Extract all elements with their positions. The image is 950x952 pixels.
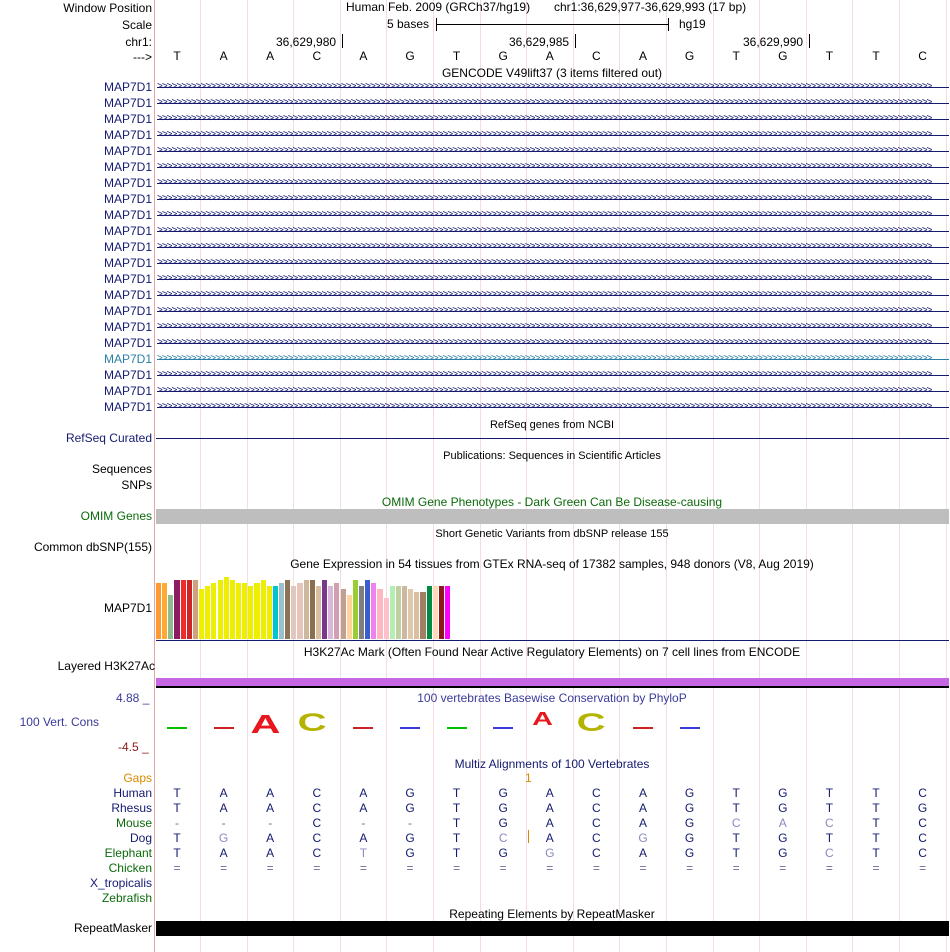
gtex-tissue-bar[interactable] [254,583,259,639]
gencode-strand-arrows: >>>>>>>>>>>>>>>>>>>>>>>>>>>>>>>>>>>>>>>>>>>>>>>>>>>>>>>>>>>>>>>>>>>>>>>>>>>>>>>>>>>>>>>>>>>>>>>>>>>>>>>>>>>>>>>>>>>>>>>>>>>>>>>>>>>>>>>>>>>>>>>>>>>>>>>>>>>>>>>> [157,81,932,92]
gtex-tissue-bar[interactable] [187,580,192,639]
base-guide-line [526,0,527,952]
gtex-tissue-bar[interactable] [365,580,370,639]
aligned-base: A [638,816,647,830]
reference-base: A [545,49,554,63]
gencode-strand-arrows: >>>>>>>>>>>>>>>>>>>>>>>>>>>>>>>>>>>>>>>>>>>>>>>>>>>>>>>>>>>>>>>>>>>>>>>>>>>>>>>>>>>>>>>>>>>>>>>>>>>>>>>>>>>>>>>>>>>>>>>>>>>>>>>>>>>>>>>>>>>>>>>>>>>>>>>>>>>>>>>> [157,257,932,268]
aligned-base: T [732,846,740,860]
gtex-tissue-bar[interactable] [162,583,167,639]
label-divider [154,0,155,952]
window-position[interactable]: chr1:36,629,977-36,629,993 (17 bp) [554,0,747,14]
gtex-tissue-bar[interactable] [310,580,315,639]
aligned-base: A [219,801,228,815]
gtex-tissue-bar[interactable] [359,586,364,639]
snps-label[interactable]: SNPs [121,478,152,492]
aligned-base: T [452,831,461,845]
aligned-base: - [175,816,179,830]
aligned-base: C [498,831,508,845]
aligned-base: C [918,831,927,845]
gencode-strand-arrows: >>>>>>>>>>>>>>>>>>>>>>>>>>>>>>>>>>>>>>>>>>>>>>>>>>>>>>>>>>>>>>>>>>>>>>>>>>>>>>>>>>>>>>>>>>>>>>>>>>>>>>>>>>>>>>>>>>>>>>>>>>>>>>>>>>>>>>>>>>>>>>>>>>>>>>>>>>>>>>>> [157,385,932,396]
aligned-base: T [732,831,740,845]
gtex-tissue-bar[interactable] [291,586,296,639]
gencode-transcript-label[interactable]: MAP7D1 [103,384,152,398]
aligned-base: = [686,861,694,875]
gtex-tissue-bar[interactable] [236,583,241,639]
conservation-tick [633,727,653,729]
conservation-max: 4.88 _ [116,691,150,705]
aligned-base: G [498,846,508,860]
tick-label: 36,629,990 [743,35,804,49]
species-label[interactable]: Mouse [115,816,152,830]
aligned-base: T [452,801,461,815]
aligned-base: - [408,816,412,830]
gencode-transcript-label[interactable]: MAP7D1 [103,240,152,254]
aligned-base: C [731,816,741,830]
gencode-strand-arrows: >>>>>>>>>>>>>>>>>>>>>>>>>>>>>>>>>>>>>>>>>>>>>>>>>>>>>>>>>>>>>>>>>>>>>>>>>>>>>>>>>>>>>>>>>>>>>>>>>>>>>>>>>>>>>>>>>>>>>>>>>>>>>>>>>>>>>>>>>>>>>>>>>>>>>>>>>>>>>>>> [157,97,932,108]
reference-base: C [918,49,927,63]
reference-base: T [872,49,880,63]
base-guide-line [713,0,714,952]
aligned-base: C [592,831,601,845]
reference-base: A [359,49,368,63]
tick-mark [809,34,810,48]
base-guide-line [386,0,387,952]
base-guide-line [480,0,481,952]
gtex-tissue-bar[interactable] [224,577,229,639]
chr-label: chr1: [125,35,152,49]
conservation-tick [680,727,700,729]
gencode-transcript-label[interactable]: MAP7D1 [103,352,152,366]
species-label[interactable]: Human [113,786,152,800]
aligned-base: A [545,786,554,800]
aligned-base: G [405,801,415,815]
aligned-base: T [872,786,880,800]
species-label[interactable]: X_tropicalis [89,876,152,890]
gtex-tissue-bar[interactable] [168,595,173,639]
aligned-base: A [359,786,368,800]
window-position-label: Window Position [63,1,152,15]
h3k27ac-signal[interactable] [156,678,949,686]
aligned-base: G [405,786,415,800]
aligned-base: = [919,861,927,875]
species-label[interactable]: Chicken [108,861,152,875]
aligned-base: = [592,861,600,875]
reference-base: G [498,49,508,63]
gtex-tissue-bar[interactable] [285,580,290,639]
aligned-base: G [778,786,788,800]
gtex-tissue-bar[interactable] [414,592,419,639]
aligned-base: = [359,861,367,875]
h3k27ac-track-title[interactable]: H3K27Ac Mark (Often Found Near Active Regulatory Elements) on 7 cell lines from ENCODE [303,645,801,659]
aligned-base: T [825,801,834,815]
aligned-base: = [639,861,647,875]
gencode-strand-arrows: >>>>>>>>>>>>>>>>>>>>>>>>>>>>>>>>>>>>>>>>>>>>>>>>>>>>>>>>>>>>>>>>>>>>>>>>>>>>>>>>>>>>>>>>>>>>>>>>>>>>>>>>>>>>>>>>>>>>>>>>>>>>>>>>>>>>>>>>>>>>>>>>>>>>>>>>>>>>>>>> [157,369,932,380]
aligned-base: G [778,846,788,860]
gencode-strand-arrows: >>>>>>>>>>>>>>>>>>>>>>>>>>>>>>>>>>>>>>>>>>>>>>>>>>>>>>>>>>>>>>>>>>>>>>>>>>>>>>>>>>>>>>>>>>>>>>>>>>>>>>>>>>>>>>>>>>>>>>>>>>>>>>>>>>>>>>>>>>>>>>>>>>>>>>>>>>>>>>>> [157,353,932,364]
aligned-base: A [266,846,275,860]
gtex-tissue-bar[interactable] [304,580,309,639]
conservation-letter: C [576,709,606,737]
gencode-transcript-label[interactable]: MAP7D1 [103,160,152,174]
gencode-track-title[interactable]: GENCODE V49lift37 (3 items filtered out) [441,66,663,80]
gtex-tissue-bar[interactable] [377,589,382,639]
base-guide-line [293,0,294,952]
aligned-base: C [312,831,322,845]
aligned-base: G [684,786,695,800]
tick-label: 36,629,980 [276,35,337,49]
conservation-min: -4.5 _ [118,740,149,754]
scale-bar [436,24,669,25]
aligned-base: G [545,846,555,860]
aligned-base: = [266,861,274,875]
aligned-base: A [545,801,554,815]
multiz-track-title[interactable]: Multiz Alignments of 100 Vertebrates [454,757,650,771]
aligned-base: A [638,786,647,800]
gtex-tissue-bar[interactable] [211,583,216,639]
conservation-tick [400,727,420,729]
aligned-base: T [872,846,880,860]
aligned-base: T [872,816,880,830]
aligned-base: C [825,846,834,860]
tick-mark [342,34,343,48]
gap-count: 1 [525,771,532,785]
aligned-base: T [872,831,880,845]
reference-base: C [592,49,601,63]
conservation-tick [167,727,187,729]
gencode-transcript-label[interactable]: MAP7D1 [103,192,152,206]
repeatmasker-track-title[interactable]: Repeating Elements by RepeatMasker [449,907,655,921]
gencode-strand-arrows: >>>>>>>>>>>>>>>>>>>>>>>>>>>>>>>>>>>>>>>>>>>>>>>>>>>>>>>>>>>>>>>>>>>>>>>>>>>>>>>>>>>>>>>>>>>>>>>>>>>>>>>>>>>>>>>>>>>>>>>>>>>>>>>>>>>>>>>>>>>>>>>>>>>>>>>>>>>>>>>> [157,209,932,220]
gtex-tissue-bar[interactable] [334,583,339,639]
gencode-strand-arrows: >>>>>>>>>>>>>>>>>>>>>>>>>>>>>>>>>>>>>>>>>>>>>>>>>>>>>>>>>>>>>>>>>>>>>>>>>>>>>>>>>>>>>>>>>>>>>>>>>>>>>>>>>>>>>>>>>>>>>>>>>>>>>>>>>>>>>>>>>>>>>>>>>>>>>>>>>>>>>>>> [157,193,932,204]
aligned-base: G [638,831,648,845]
gtex-tissue-bar[interactable] [402,586,407,639]
tick-label: 36,629,985 [509,35,570,49]
base-guide-line [666,0,667,952]
species-label[interactable]: Rhesus [111,801,152,815]
base-guide-line [946,0,947,952]
gtex-track-title[interactable]: Gene Expression in 54 tissues from GTEx RNA-seq of 17382 samples, 948 donors (V8, Aug 2019) [290,557,814,571]
aligned-base: A [359,801,368,815]
scale-bar-right-tick [668,18,669,31]
conservation-tick [447,727,467,729]
aligned-base: T [872,801,880,815]
gencode-transcript-label[interactable]: MAP7D1 [103,80,152,94]
aligned-base: G [684,846,695,860]
aligned-base: A [638,846,647,860]
reference-base: T [825,49,834,63]
aligned-base: = [406,861,414,875]
aligned-base: T [452,816,461,830]
publications-track-title[interactable]: Publications: Sequences in Scientific Articles [443,450,661,462]
aligned-base: = [220,861,228,875]
gencode-strand-arrows: >>>>>>>>>>>>>>>>>>>>>>>>>>>>>>>>>>>>>>>>>>>>>>>>>>>>>>>>>>>>>>>>>>>>>>>>>>>>>>>>>>>>>>>>>>>>>>>>>>>>>>>>>>>>>>>>>>>>>>>>>>>>>>>>>>>>>>>>>>>>>>>>>>>>>>>>>>>>>>>> [157,225,932,236]
gencode-transcript-label[interactable]: MAP7D1 [103,224,152,238]
aligned-base: T [173,801,181,815]
gencode-transcript-label[interactable]: MAP7D1 [103,256,152,270]
gtex-tissue-bar[interactable] [267,586,272,639]
repeatmasker-bar[interactable] [156,921,949,936]
gencode-strand-arrows: >>>>>>>>>>>>>>>>>>>>>>>>>>>>>>>>>>>>>>>>>>>>>>>>>>>>>>>>>>>>>>>>>>>>>>>>>>>>>>>>>>>>>>>>>>>>>>>>>>>>>>>>>>>>>>>>>>>>>>>>>>>>>>>>>>>>>>>>>>>>>>>>>>>>>>>>>>>>>>>> [157,289,932,300]
conservation-tick [493,727,513,729]
gencode-transcript-label[interactable]: MAP7D1 [103,112,152,126]
gencode-strand-arrows: >>>>>>>>>>>>>>>>>>>>>>>>>>>>>>>>>>>>>>>>>>>>>>>>>>>>>>>>>>>>>>>>>>>>>>>>>>>>>>>>>>>>>>>>>>>>>>>>>>>>>>>>>>>>>>>>>>>>>>>>>>>>>>>>>>>>>>>>>>>>>>>>>>>>>>>>>>>>>>>> [157,161,932,172]
aligned-base: A [545,816,554,830]
gencode-transcript-label[interactable]: MAP7D1 [103,320,152,334]
aligned-base: A [359,831,368,845]
conservation-letter: C [297,709,327,737]
aligned-base: G [684,816,695,830]
gencode-strand-arrows: >>>>>>>>>>>>>>>>>>>>>>>>>>>>>>>>>>>>>>>>>>>>>>>>>>>>>>>>>>>>>>>>>>>>>>>>>>>>>>>>>>>>>>>>>>>>>>>>>>>>>>>>>>>>>>>>>>>>>>>>>>>>>>>>>>>>>>>>>>>>>>>>>>>>>>>>>>>>>>>> [157,273,932,284]
gtex-tissue-bar[interactable] [427,586,432,639]
aligned-base: G [917,801,928,815]
gencode-transcript-label[interactable]: MAP7D1 [103,176,152,190]
tick-mark [575,34,576,48]
aligned-base: C [312,846,322,860]
gtex-tissue-bar[interactable] [384,598,389,639]
gtex-tissue-bar[interactable] [445,586,450,639]
aligned-base: T [732,801,740,815]
gencode-strand-arrows: >>>>>>>>>>>>>>>>>>>>>>>>>>>>>>>>>>>>>>>>>>>>>>>>>>>>>>>>>>>>>>>>>>>>>>>>>>>>>>>>>>>>>>>>>>>>>>>>>>>>>>>>>>>>>>>>>>>>>>>>>>>>>>>>>>>>>>>>>>>>>>>>>>>>>>>>>>>>>>>> [157,177,932,188]
omim-track-title[interactable]: OMIM Gene Phenotypes - Dark Green Can Be Disease-causing [381,495,723,509]
species-label[interactable]: Elephant [104,846,152,860]
aligned-base: T [452,846,461,860]
gtex-tissue-bar[interactable] [297,583,302,639]
aligned-base: = [546,861,554,875]
reference-base: T [732,49,740,63]
aligned-base: A [638,801,647,815]
gencode-transcript-label[interactable]: MAP7D1 [103,368,152,382]
scale-db: hg19 [679,17,706,31]
species-label[interactable]: Zebrafish [101,891,152,905]
gencode-strand-arrows: >>>>>>>>>>>>>>>>>>>>>>>>>>>>>>>>>>>>>>>>>>>>>>>>>>>>>>>>>>>>>>>>>>>>>>>>>>>>>>>>>>>>>>>>>>>>>>>>>>>>>>>>>>>>>>>>>>>>>>>>>>>>>>>>>>>>>>>>>>>>>>>>>>>>>>>>>>>>>>>> [157,129,932,140]
gtex-tissue-bar[interactable] [273,586,278,639]
aligned-base: = [499,861,507,875]
scale-label: Scale [121,18,152,32]
aligned-base: A [219,846,228,860]
aligned-base: T [732,786,740,800]
gtex-tissue-bar[interactable] [341,589,346,639]
gtex-tissue-bar[interactable] [408,589,413,639]
aligned-base: G [498,816,508,830]
gtex-tissue-bar[interactable] [218,580,223,639]
aligned-base: T [825,831,834,845]
publications-label[interactable]: Sequences [91,462,152,476]
base-guide-line [852,0,853,952]
gencode-strand-arrows: >>>>>>>>>>>>>>>>>>>>>>>>>>>>>>>>>>>>>>>>>>>>>>>>>>>>>>>>>>>>>>>>>>>>>>>>>>>>>>>>>>>>>>>>>>>>>>>>>>>>>>>>>>>>>>>>>>>>>>>>>>>>>>>>>>>>>>>>>>>>>>>>>>>>>>>>>>>>>>>> [157,305,932,316]
conservation-letter: A [250,709,281,739]
gtex-tissue-bar[interactable] [193,580,198,639]
aligned-base: C [592,816,601,830]
reference-base: A [266,49,275,63]
reference-base: G [778,49,788,63]
aligned-base: = [872,861,880,875]
assembly-name: Human Feb. 2009 (GRCh37/hg19) [346,0,531,14]
base-guide-line [619,0,620,952]
aligned-base: - [221,816,226,830]
gtex-tissue-bar[interactable] [420,592,425,639]
aligned-base: G [498,786,508,800]
aligned-base: G [684,831,695,845]
gtex-tissue-bar[interactable] [181,580,186,639]
strand-arrow-label: ---> [133,50,152,64]
reference-base: C [312,49,322,63]
aligned-base: = [313,861,321,875]
aligned-base: = [173,861,181,875]
gtex-tissue-bar[interactable] [242,583,247,639]
conservation-track-title[interactable]: 100 vertebrates Basewise Conservation by PhyloP [417,691,687,705]
aligned-base: A [778,816,787,830]
aligned-base: A [545,831,554,845]
gencode-strand-arrows: >>>>>>>>>>>>>>>>>>>>>>>>>>>>>>>>>>>>>>>>>>>>>>>>>>>>>>>>>>>>>>>>>>>>>>>>>>>>>>>>>>>>>>>>>>>>>>>>>>>>>>>>>>>>>>>>>>>>>>>>>>>>>>>>>>>>>>>>>>>>>>>>>>>>>>>>>>>>>>>> [157,321,932,332]
reference-base: T [452,49,461,63]
reference-base: G [405,49,415,63]
base-guide-line [759,0,760,952]
aligned-base: C [918,816,927,830]
aligned-base: C [918,846,927,860]
h3k27ac-baseline [156,686,949,688]
aligned-base: C [592,786,601,800]
base-guide-line [433,0,434,952]
aligned-base: A [266,831,275,845]
gtex-tissue-bar[interactable] [174,580,179,639]
gtex-tissue-bar[interactable] [156,583,161,639]
conservation-tick [214,727,234,729]
aligned-base: C [918,786,927,800]
gtex-tissue-bar[interactable] [396,586,401,639]
aligned-base: G [684,801,695,815]
scale-bar-left-tick [436,18,437,31]
gencode-strand-arrows: >>>>>>>>>>>>>>>>>>>>>>>>>>>>>>>>>>>>>>>>>>>>>>>>>>>>>>>>>>>>>>>>>>>>>>>>>>>>>>>>>>>>>>>>>>>>>>>>>>>>>>>>>>>>>>>>>>>>>>>>>>>>>>>>>>>>>>>>>>>>>>>>>>>>>>>>>>>>>>>> [157,145,932,156]
gtex-tissue-bar[interactable] [205,586,210,639]
refseq-track-title[interactable]: RefSeq genes from NCBI [489,419,615,431]
dbsnp-label[interactable]: Common dbSNP(155) [33,540,152,554]
gtex-tissue-bar[interactable] [199,589,204,639]
gencode-transcript-label[interactable]: MAP7D1 [103,272,152,286]
gtex-tissue-bar[interactable] [353,580,358,639]
species-label[interactable]: Dog [129,831,152,845]
gencode-transcript-label[interactable]: MAP7D1 [103,400,152,414]
aligned-base: T [173,846,181,860]
gtex-tissue-bar[interactable] [230,580,235,639]
gencode-transcript-label[interactable]: MAP7D1 [103,288,152,302]
omim-label[interactable]: OMIM Genes [80,509,152,523]
aligned-base: C [592,801,601,815]
gtex-tissue-bar[interactable] [279,583,284,639]
aligned-base: C [312,816,322,830]
gencode-strand-arrows: >>>>>>>>>>>>>>>>>>>>>>>>>>>>>>>>>>>>>>>>>>>>>>>>>>>>>>>>>>>>>>>>>>>>>>>>>>>>>>>>>>>>>>>>>>>>>>>>>>>>>>>>>>>>>>>>>>>>>>>>>>>>>>>>>>>>>>>>>>>>>>>>>>>>>>>>>>>>>>>> [157,337,932,348]
gencode-strand-arrows: >>>>>>>>>>>>>>>>>>>>>>>>>>>>>>>>>>>>>>>>>>>>>>>>>>>>>>>>>>>>>>>>>>>>>>>>>>>>>>>>>>>>>>>>>>>>>>>>>>>>>>>>>>>>>>>>>>>>>>>>>>>>>>>>>>>>>>>>>>>>>>>>>>>>>>>>>>>>>>>> [157,113,932,124]
gtex-tissue-bar[interactable] [433,586,438,639]
gtex-tissue-bar[interactable] [328,586,333,639]
aligned-base: C [312,801,322,815]
gtex-tissue-bar[interactable] [347,595,352,639]
conservation-tick [353,727,373,729]
gencode-transcript-label[interactable]: MAP7D1 [103,144,152,158]
aligned-base: G [778,801,788,815]
gtex-tissue-bar[interactable] [371,583,376,639]
base-guide-line [899,0,900,952]
aligned-base: G [405,846,415,860]
aligned-base: - [361,816,366,830]
aligned-base: A [266,786,275,800]
refseq-gene-line[interactable] [156,438,949,439]
scale-text: 5 bases [387,17,430,31]
dbsnp-track-title[interactable]: Short Genetic Variants from dbSNP release 155 [435,528,669,540]
base-guide-line [247,0,248,952]
aligned-base: G [405,831,415,845]
gencode-transcript-label[interactable]: MAP7D1 [103,208,152,222]
base-guide-line [806,0,807,952]
aligned-base: T [452,786,461,800]
reference-base: G [684,49,695,63]
aligned-base: G [498,801,508,815]
reference-base: A [638,49,647,63]
gtex-tissue-bar[interactable] [390,586,395,639]
gtex-tissue-bar[interactable] [322,580,327,639]
conservation-letter: A [531,709,553,729]
gaps-label[interactable]: Gaps [123,771,152,785]
aligned-base: T [173,831,181,845]
reference-base: A [219,49,228,63]
aligned-base: C [312,786,322,800]
h3k27ac-label[interactable]: Layered H3K27Ac [57,659,155,673]
gencode-strand-arrows: >>>>>>>>>>>>>>>>>>>>>>>>>>>>>>>>>>>>>>>>>>>>>>>>>>>>>>>>>>>>>>>>>>>>>>>>>>>>>>>>>>>>>>>>>>>>>>>>>>>>>>>>>>>>>>>>>>>>>>>>>>>>>>>>>>>>>>>>>>>>>>>>>>>>>>>>>>>>>>>> [157,401,932,412]
aligned-base: G [778,831,788,845]
gtex-tissue-bar[interactable] [316,586,321,639]
refseq-label[interactable]: RefSeq Curated [65,431,152,445]
aligned-base: T [173,786,181,800]
aligned-base: T [359,846,368,860]
aligned-base: = [779,861,787,875]
aligned-base: A [219,786,228,800]
conservation-label[interactable]: 100 Vert. Cons [19,715,99,729]
gencode-transcript-label[interactable]: MAP7D1 [103,96,152,110]
base-guide-line [200,0,201,952]
aligned-base: C [592,846,601,860]
gtex-tissue-bar[interactable] [439,586,444,639]
gtex-tissue-bar[interactable] [261,580,266,639]
aligned-base: T [825,786,834,800]
aligned-base: = [825,861,833,875]
omim-gene-bar[interactable] [156,509,949,524]
aligned-base: = [453,861,461,875]
reference-base: T [173,49,181,63]
gtex-label[interactable]: MAP7D1 [103,601,152,615]
aligned-base: A [266,801,275,815]
aligned-base: C [825,816,834,830]
gencode-transcript-label[interactable]: MAP7D1 [103,128,152,142]
aligned-base: G [218,831,229,845]
gencode-transcript-label[interactable]: MAP7D1 [103,304,152,318]
gencode-strand-arrows: >>>>>>>>>>>>>>>>>>>>>>>>>>>>>>>>>>>>>>>>>>>>>>>>>>>>>>>>>>>>>>>>>>>>>>>>>>>>>>>>>>>>>>>>>>>>>>>>>>>>>>>>>>>>>>>>>>>>>>>>>>>>>>>>>>>>>>>>>>>>>>>>>>>>>>>>>>>>>>>> [157,241,932,252]
base-guide-line [340,0,341,952]
gap-insertion-marker[interactable] [528,830,529,843]
repeatmasker-label[interactable]: RepeatMasker [73,921,152,935]
base-guide-line [573,0,574,952]
aligned-base: - [268,816,273,830]
gencode-transcript-label[interactable]: MAP7D1 [103,336,152,350]
gtex-baseline [156,640,949,641]
aligned-base: = [732,861,740,875]
gtex-tissue-bar[interactable] [248,586,253,639]
